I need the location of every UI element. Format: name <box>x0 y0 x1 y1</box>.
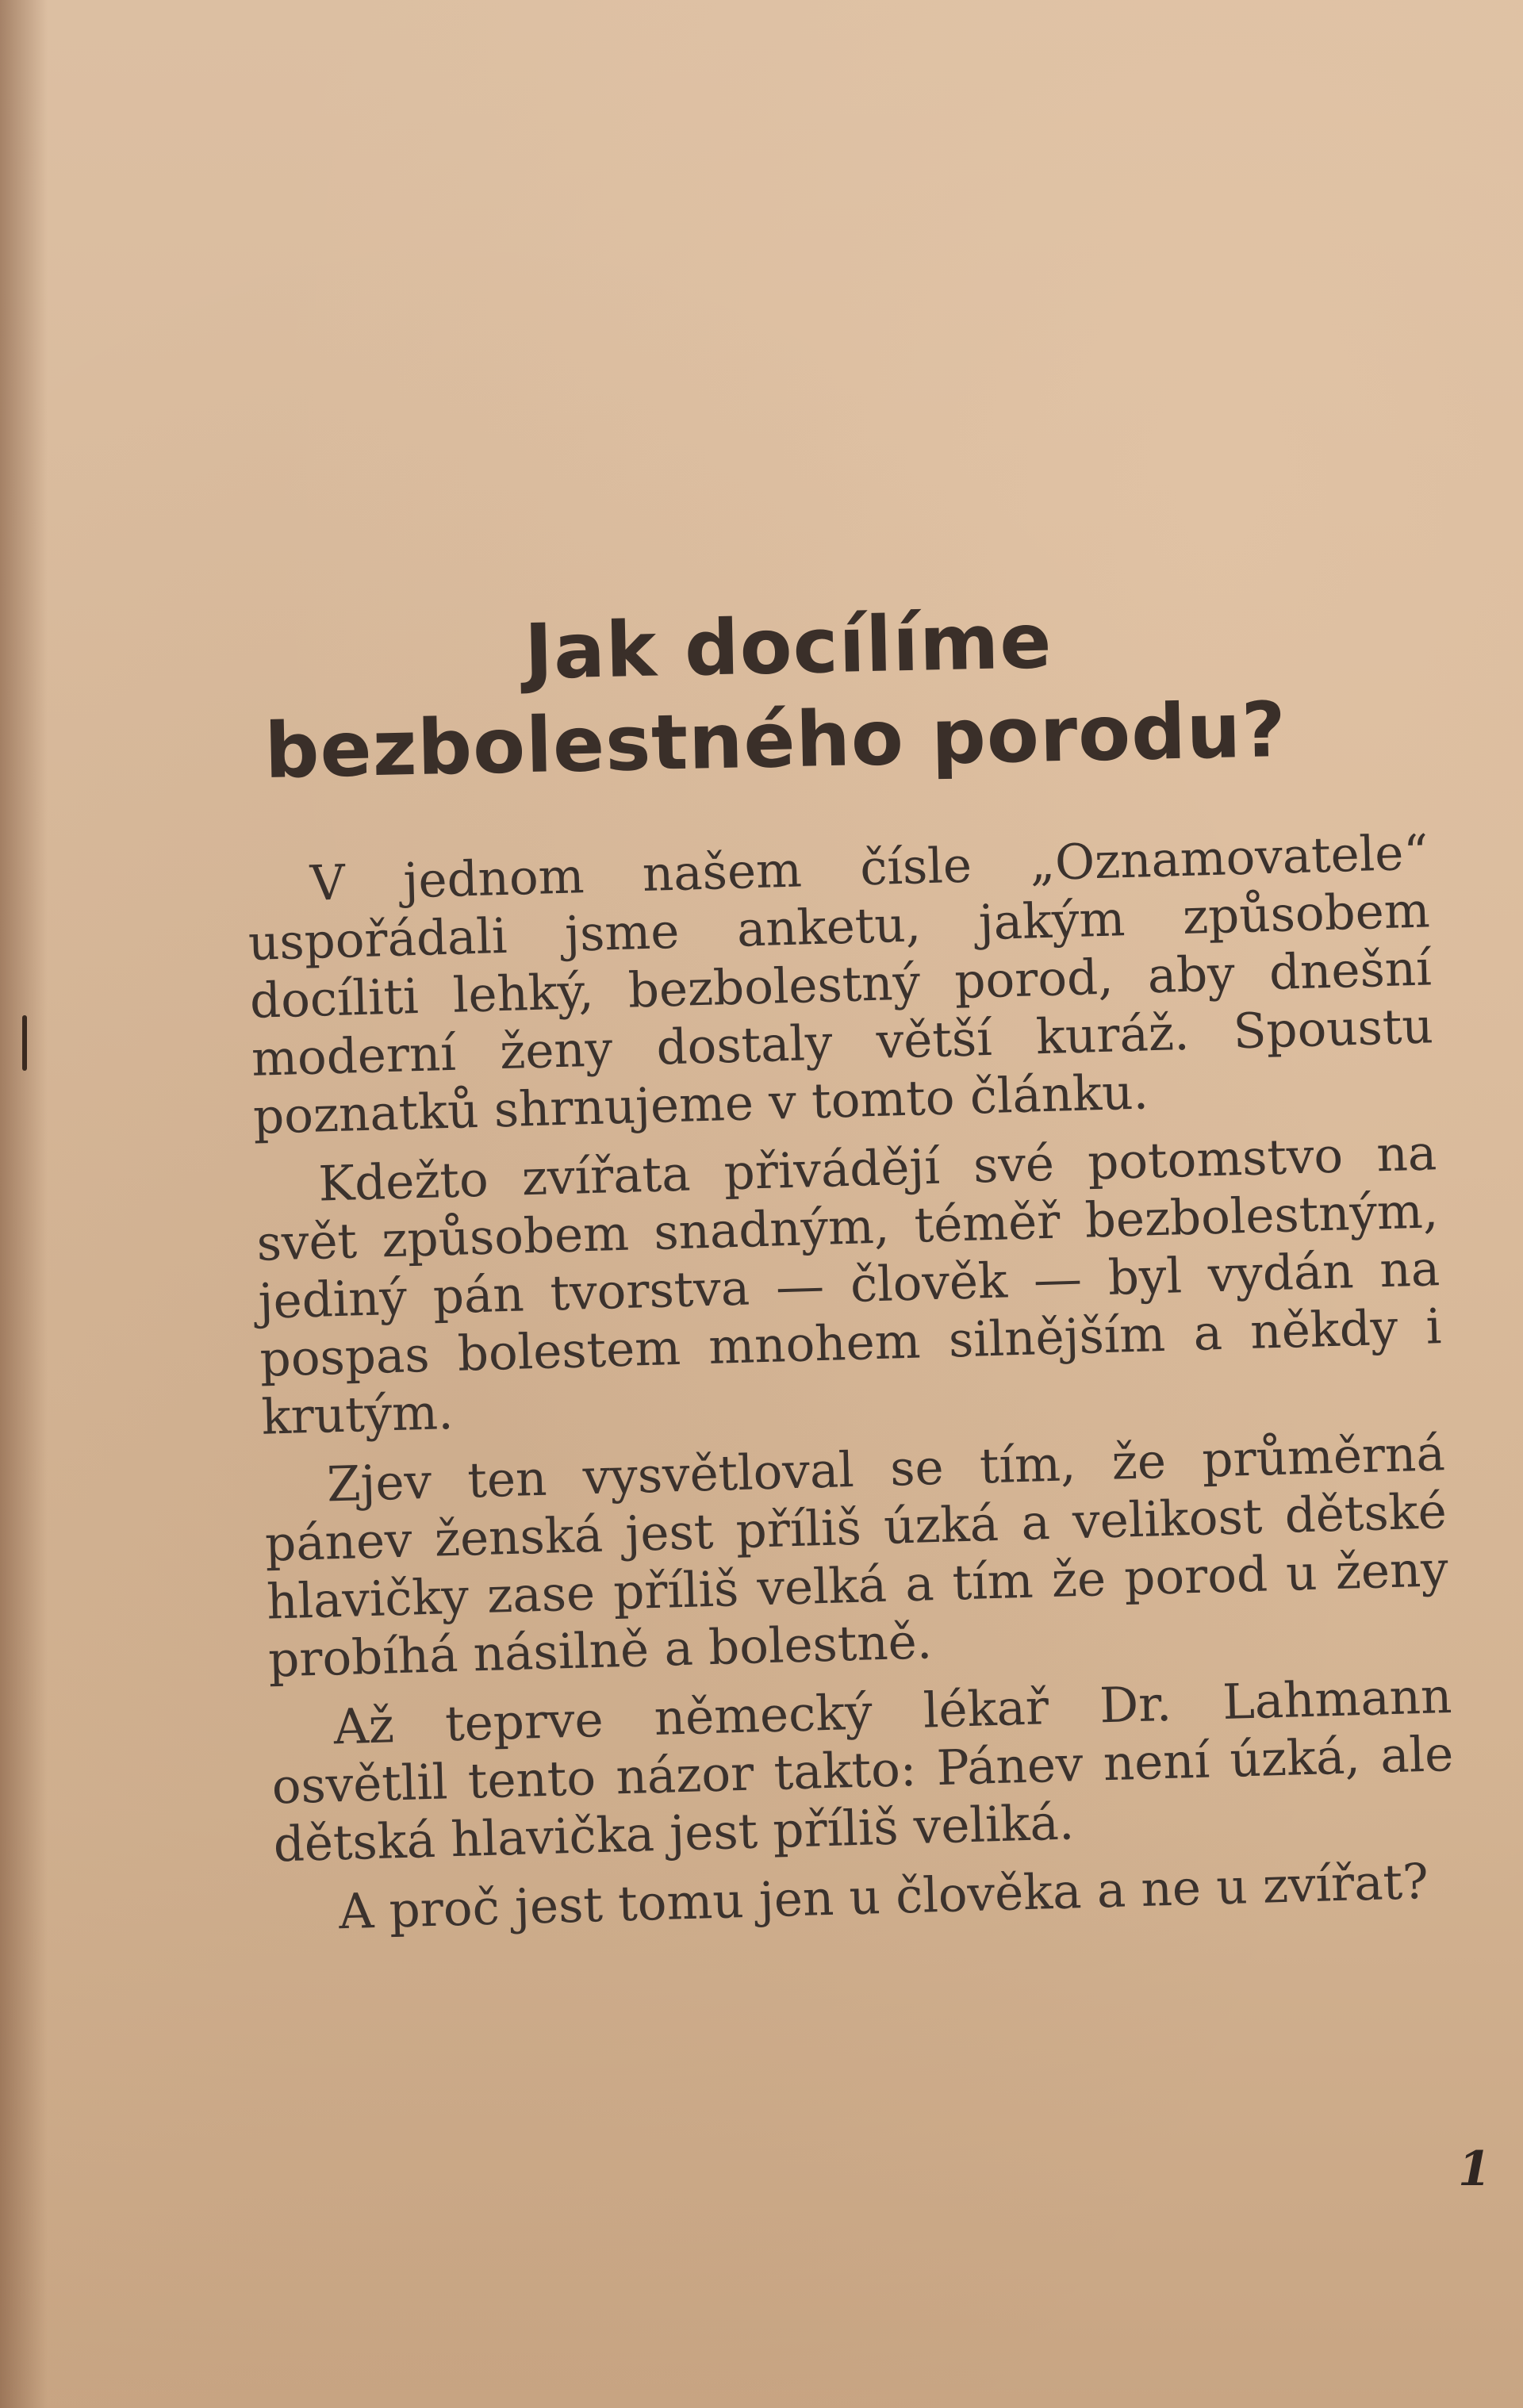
spine-mark <box>22 1015 27 1071</box>
article-body <box>246 823 1458 1954</box>
paragraph-5: A proč jest tomu jen u člověka a ne u zvířat? <box>338 1853 1429 1941</box>
paragraph-3: Zjev ten vysvětloval se tím, že průměrná pánev ženská jest příliš úzká a velikost dětské hlavičky zase příliš velká a tím že porod u ženy probíhá násilně a bolestně. <box>264 1425 1449 1689</box>
paragraph-1: V jednom našem čísle „Oznamovatele“ uspořádali jsme anketu, jakým způsobem docíliti lehký, bezbolestný porod, aby dnešní moderní ženy dostaly větší kuráž. Spoustu poznatků shrnujeme v tomto článku. <box>247 824 1434 1145</box>
title-line-2: bezbolestného porodu? <box>263 684 1287 796</box>
paragraph-4: Až teprve německý lékař Dr. Lahmann osvětlil tento názor takto: Pánev není úzká, ale dětská hlavička jest příliš veliká. <box>270 1667 1455 1873</box>
page-number: 1 <box>1458 2142 1491 2197</box>
title-line-1: Jak docílíme <box>523 596 1053 697</box>
article-title <box>262 587 1392 798</box>
page-edge-shadow <box>0 0 48 2408</box>
paragraph-2: Kdežto zvířata přivádějí své potomstvo na svět způsobem snadným, téměř bezbolestným, jediný pán tvorstva — člověk — byl vydán na pospas bolestem mnohem silnějším a někdy i krutým. <box>255 1125 1443 1446</box>
